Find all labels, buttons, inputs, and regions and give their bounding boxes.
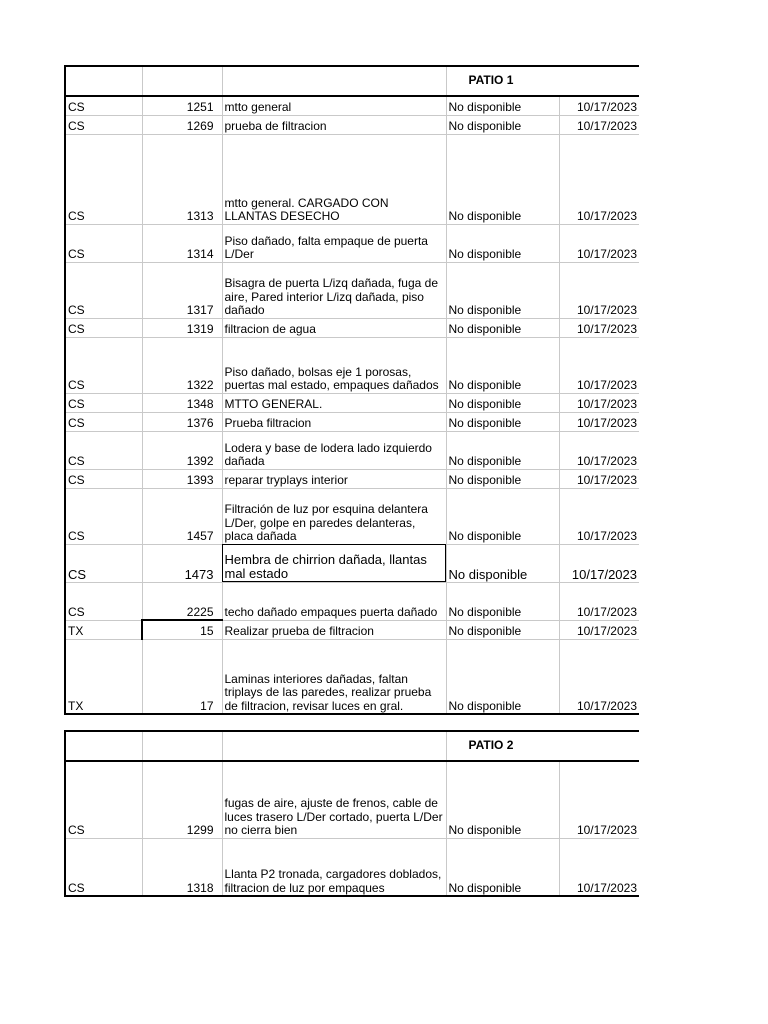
status-cell: No disponible — [446, 262, 559, 318]
unit-number-cell: 1299 — [142, 761, 222, 838]
unit-number-cell: 17 — [142, 639, 222, 714]
unit-number-cell: 15 — [142, 620, 222, 639]
table-row — [65, 412, 639, 431]
unit-number-cell: 1322 — [142, 337, 222, 393]
table-row — [65, 488, 639, 544]
status-cell: No disponible — [446, 393, 559, 412]
description-cell: prueba de filtracion — [222, 115, 446, 134]
unit-number-cell: 1318 — [142, 838, 222, 896]
table-row — [65, 262, 639, 318]
date-cell: 10/17/2023 — [559, 431, 639, 469]
unit-number-cell: 1314 — [142, 224, 222, 262]
unit-type-cell: CS — [65, 544, 142, 582]
description-cell: mtto general. CARGADO CON LLANTAS DESECHO — [222, 134, 446, 224]
table-row — [65, 582, 639, 620]
description-cell: Filtración de luz por esquina delantera L/Der, golpe en paredes delanteras, placa dañada — [222, 488, 446, 544]
status-cell: No disponible — [446, 134, 559, 224]
table-row — [65, 224, 639, 262]
unit-type-cell: CS — [65, 224, 142, 262]
patio2-title-row — [65, 731, 639, 761]
status-cell: No disponible — [446, 224, 559, 262]
description-cell: Realizar prueba de filtracion — [222, 620, 446, 639]
status-cell: No disponible — [446, 488, 559, 544]
table-row — [65, 393, 639, 412]
description-cell: reparar tryplays interior — [222, 469, 446, 488]
unit-type-cell: CS — [65, 96, 142, 115]
date-cell: 10/17/2023 — [559, 115, 639, 134]
table-row — [65, 337, 639, 393]
date-cell: 10/17/2023 — [559, 620, 639, 639]
status-cell: No disponible — [446, 337, 559, 393]
table-row — [65, 431, 639, 469]
unit-number-cell: 1317 — [142, 262, 222, 318]
status-cell: No disponible — [446, 639, 559, 714]
unit-type-cell: CS — [65, 582, 142, 620]
unit-type-cell: CS — [65, 115, 142, 134]
unit-type-cell: CS — [65, 431, 142, 469]
date-cell: 10/17/2023 — [559, 318, 639, 337]
description-cell: techo dañado empaques puerta dañado — [222, 582, 446, 620]
unit-type-cell: CS — [65, 393, 142, 412]
patio2-title: PATIO 2 — [446, 731, 639, 761]
table-row — [65, 761, 639, 838]
date-cell: 10/17/2023 — [559, 469, 639, 488]
unit-number-cell: 1457 — [142, 488, 222, 544]
date-cell: 10/17/2023 — [559, 488, 639, 544]
table-row — [65, 134, 639, 224]
unit-type-cell: TX — [65, 620, 142, 639]
description-cell: MTTO GENERAL. — [222, 393, 446, 412]
status-cell: No disponible — [446, 838, 559, 896]
date-cell: 10/17/2023 — [559, 838, 639, 896]
date-cell: 10/17/2023 — [559, 224, 639, 262]
unit-number-cell: 2225 — [142, 582, 222, 620]
status-cell: No disponible — [446, 761, 559, 838]
description-cell: Prueba filtracion — [222, 412, 446, 431]
date-cell: 10/17/2023 — [559, 412, 639, 431]
patio2-table — [64, 730, 639, 897]
unit-type-cell: TX — [65, 639, 142, 714]
status-cell: No disponible — [446, 620, 559, 639]
description-cell: Llanta P2 tronada, cargadores doblados, filtracion de luz por empaques — [222, 838, 446, 896]
patio1-title-row — [65, 66, 639, 96]
table-row — [65, 469, 639, 488]
description-cell: fugas de aire, ajuste de frenos, cable de luces trasero L/Der cortado, puerta L/Der no cierra bien — [222, 761, 446, 838]
status-cell: No disponible — [446, 469, 559, 488]
table-row — [65, 318, 639, 337]
unit-type-cell: CS — [65, 337, 142, 393]
date-cell: 10/17/2023 — [559, 96, 639, 115]
status-cell: No disponible — [446, 582, 559, 620]
status-cell: No disponible — [446, 96, 559, 115]
date-cell: 10/17/2023 — [559, 134, 639, 224]
description-cell: Hembra de chirrion dañada, llantas mal estado — [222, 544, 446, 582]
status-cell: No disponible — [446, 544, 559, 582]
unit-type-cell: CS — [65, 262, 142, 318]
unit-number-cell: 1473 — [142, 544, 222, 582]
unit-number-cell: 1392 — [142, 431, 222, 469]
date-cell: 10/17/2023 — [559, 639, 639, 714]
table-row — [65, 620, 639, 639]
unit-number-cell: 1348 — [142, 393, 222, 412]
unit-type-cell: CS — [65, 134, 142, 224]
date-cell: 10/17/2023 — [559, 337, 639, 393]
status-cell: No disponible — [446, 115, 559, 134]
status-cell: No disponible — [446, 412, 559, 431]
description-cell: mtto general — [222, 96, 446, 115]
unit-number-cell: 1251 — [142, 96, 222, 115]
unit-number-cell: 1313 — [142, 134, 222, 224]
description-cell: Piso dañado, bolsas eje 1 porosas, puertas mal estado, empaques dañados — [222, 337, 446, 393]
status-cell: No disponible — [446, 318, 559, 337]
description-cell: Laminas interiores dañadas, faltan triplays de las paredes, realizar prueba de filtracion, revisar luces en gral. — [222, 639, 446, 714]
unit-number-cell: 1393 — [142, 469, 222, 488]
unit-type-cell: CS — [65, 469, 142, 488]
date-cell: 10/17/2023 — [559, 761, 639, 838]
date-cell: 10/17/2023 — [559, 582, 639, 620]
description-cell: Bisagra de puerta L/izq dañada, fuga de aire, Pared interior L/izq dañada, piso dañado — [222, 262, 446, 318]
date-cell: 10/17/2023 — [559, 393, 639, 412]
description-cell: Lodera y base de lodera lado izquierdo dañada — [222, 431, 446, 469]
unit-type-cell: CS — [65, 412, 142, 431]
unit-type-cell: CS — [65, 318, 142, 337]
table-row — [65, 544, 639, 582]
patio1-title: PATIO 1 — [446, 66, 639, 96]
table-row — [65, 115, 639, 134]
table-row — [65, 96, 639, 115]
unit-number-cell: 1319 — [142, 318, 222, 337]
table-row — [65, 838, 639, 896]
status-cell: No disponible — [446, 431, 559, 469]
unit-type-cell: CS — [65, 761, 142, 838]
unit-number-cell: 1376 — [142, 412, 222, 431]
date-cell: 10/17/2023 — [559, 262, 639, 318]
unit-type-cell: CS — [65, 838, 142, 896]
table-row — [65, 639, 639, 714]
description-cell: Piso dañado, falta empaque de puerta L/Der — [222, 224, 446, 262]
date-cell: 10/17/2023 — [559, 544, 639, 582]
description-cell: filtracion de agua — [222, 318, 446, 337]
unit-number-cell: 1269 — [142, 115, 222, 134]
unit-type-cell: CS — [65, 488, 142, 544]
patio1-table — [64, 65, 639, 715]
